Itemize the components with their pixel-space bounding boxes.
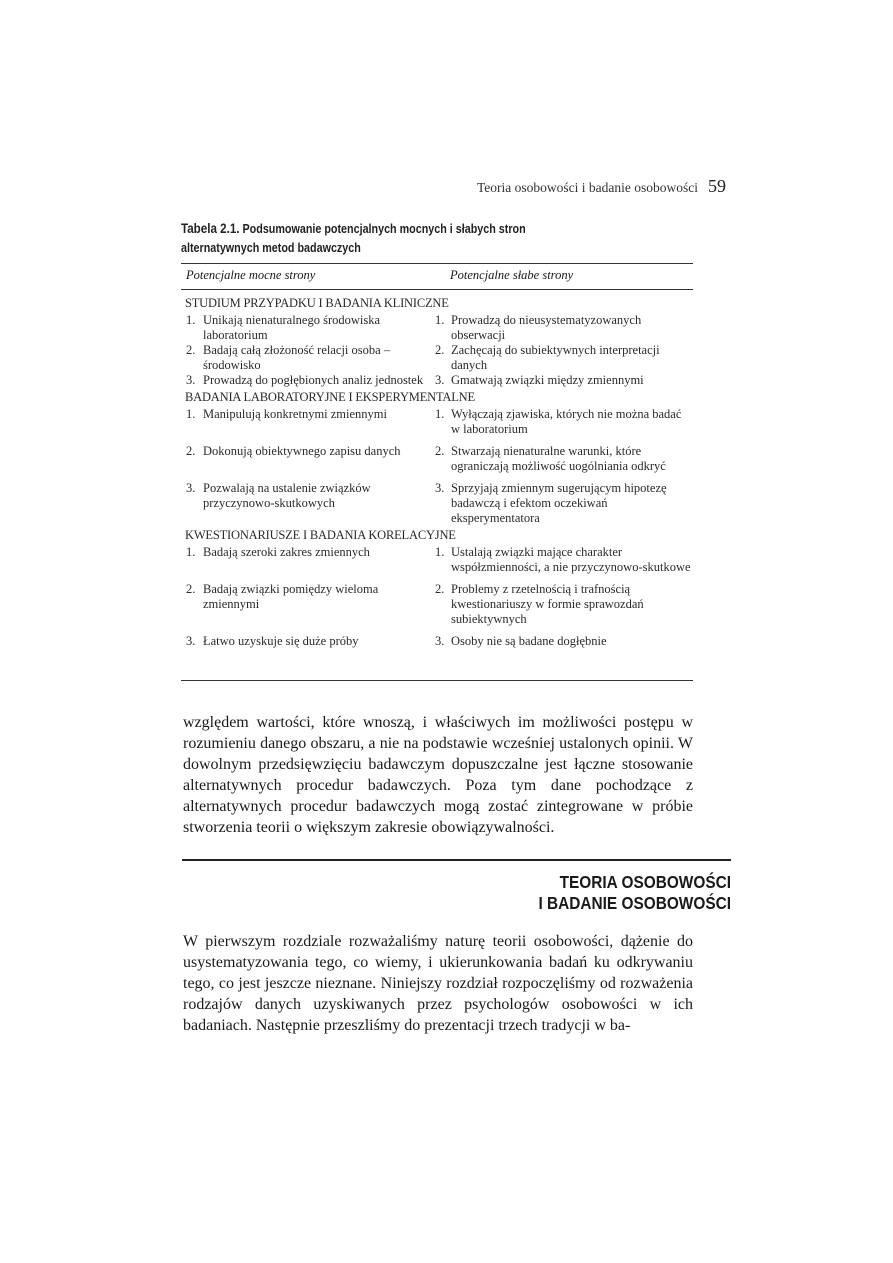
table-caption-text: Podsumowanie potencjalnych mocnych i słabych stron alternatywnych metod badawczych (181, 222, 526, 255)
table-row (181, 313, 693, 343)
table-row (181, 407, 693, 437)
column-header-strengths: Potencjalne mocne strony (186, 268, 316, 282)
row-number: 2. (186, 343, 196, 357)
table-row (181, 634, 693, 649)
weakness-cell: Ustalają związki mające charakter współzmienności, a nie przyczynowo-skutkowe (451, 545, 691, 574)
weakness-cell: Prowadzą do nieusystematyzowanych obserwacji (451, 313, 642, 342)
weakness-cell: Sprzyjają zmiennym sugerującym hipotezę badawczą i efektom oczekiwań eksperymentatora (451, 481, 667, 525)
row-number: 1. (435, 313, 445, 327)
section-heading (467, 872, 731, 914)
strength-cell: Manipulują konkretnymi zmiennymi (203, 407, 387, 421)
section-heading-line-2: I BADANIE OSOBOWOŚCI (538, 893, 731, 913)
body-paragraph (183, 931, 693, 1036)
row-number: 2. (435, 444, 445, 458)
row-number: 3. (435, 481, 445, 495)
section-rule (182, 859, 731, 861)
table-row (181, 545, 693, 575)
table-row (181, 582, 693, 627)
weakness-cell: Gmatwają związki między zmiennymi (451, 373, 644, 387)
strength-cell: Unikają nienaturalnego środowiska laboratorium (203, 313, 381, 342)
row-number: 3. (435, 373, 445, 387)
weakness-cell: Problemy z rzetelnością i trafnością kwestionariuszy w formie sprawozdań subiektywnych (451, 582, 644, 626)
body-paragraph (183, 712, 693, 838)
strength-cell: Badają związki pomiędzy wieloma zmiennymi (203, 582, 379, 611)
weakness-cell: Wyłączają zjawiska, których nie można badać w laboratorium (451, 407, 682, 436)
running-head (470, 176, 726, 198)
weakness-cell: Osoby nie są badane dogłębnie (451, 634, 607, 648)
section-heading-line-1: TEORIA OSOBOWOŚCI (559, 872, 731, 892)
row-number: 2. (186, 444, 196, 458)
weakness-cell: Stwarzają nienaturalne warunki, które ograniczają możliwość uogólniania odkryć (451, 444, 666, 473)
table-header (181, 268, 693, 288)
table-caption-label: Tabela 2.1. (181, 221, 240, 236)
table-body (181, 296, 693, 649)
column-header-weaknesses: Potencjalne słabe strony (450, 268, 574, 282)
row-number: 2. (435, 582, 445, 596)
table-caption (181, 219, 585, 258)
paragraph-text: względem wartości, które wnoszą, i właściwych im możliwości postępu w rozumieniu danego obszaru, a nie na podstawie wcześniej ustalonych opinii. W dowolnym przedsięwzięciu badawczym dopuszczalne jest łączne stosowanie alternatywnych procedur badawczych. Poza tym dane pochodzące z alternatywnych procedur badawczych mogą zostać zintegrowane w próbie stworzenia teorii o większym zakresie obowiązywalności. (183, 714, 693, 836)
running-head-title: Teoria osobowości i badanie osobowości (476, 180, 698, 195)
page-number: 59 (708, 176, 726, 196)
row-number: 3. (186, 481, 196, 495)
table-row (181, 373, 693, 388)
strength-cell: Pozwalają na ustalenie związków przyczynowo-skutkowych (203, 481, 371, 510)
table-row (181, 444, 693, 474)
table-section-title: KWESTIONARIUSZE I BADANIA KORELACYJNE (185, 528, 456, 542)
table-row (181, 481, 693, 526)
strength-cell: Badają całą złożoność relacji osoba – środowisko (203, 343, 391, 372)
row-number: 3. (186, 373, 196, 387)
weakness-cell: Zachęcają do subiektywnych interpretacji danych (451, 343, 660, 372)
row-number: 2. (435, 343, 445, 357)
table-section-title: BADANIA LABORATORYJNE I EKSPERYMENTALNE (185, 390, 475, 404)
row-number: 3. (435, 634, 445, 648)
row-number: 1. (186, 545, 196, 559)
table-bottom-rule (181, 680, 693, 681)
strength-cell: Badają szeroki zakres zmiennych (203, 545, 370, 559)
table-header-rule (181, 289, 693, 290)
strength-cell: Łatwo uzyskuje się duże próby (203, 634, 359, 648)
row-number: 1. (435, 545, 445, 559)
table-top-rule (181, 263, 693, 264)
row-number: 1. (435, 407, 445, 421)
row-number: 2. (186, 582, 196, 596)
table-row (181, 343, 693, 373)
paragraph-text: W pierwszym rozdziale rozważaliśmy naturę teorii osobowości, dążenie do usystematyzowania tego, co wiemy, i ukierunkowania badań ku odkrywaniu tego, co jest jeszcze nieznane. Niniejszy rozdział rozpoczęliśmy od rozważenia rodzajów danych uzyskiwanych przez psychologów osobowości w ich badaniach. Następnie przeszliśmy do prezentacji trzech tradycji w ba- (183, 933, 693, 1034)
row-number: 1. (186, 407, 196, 421)
row-number: 3. (186, 634, 196, 648)
strength-cell: Dokonują obiektywnego zapisu danych (203, 444, 401, 458)
row-number: 1. (186, 313, 196, 327)
table-section-title: STUDIUM PRZYPADKU I BADANIA KLINICZNE (185, 296, 449, 310)
strength-cell: Prowadzą do pogłębionych analiz jednostek (203, 373, 424, 387)
